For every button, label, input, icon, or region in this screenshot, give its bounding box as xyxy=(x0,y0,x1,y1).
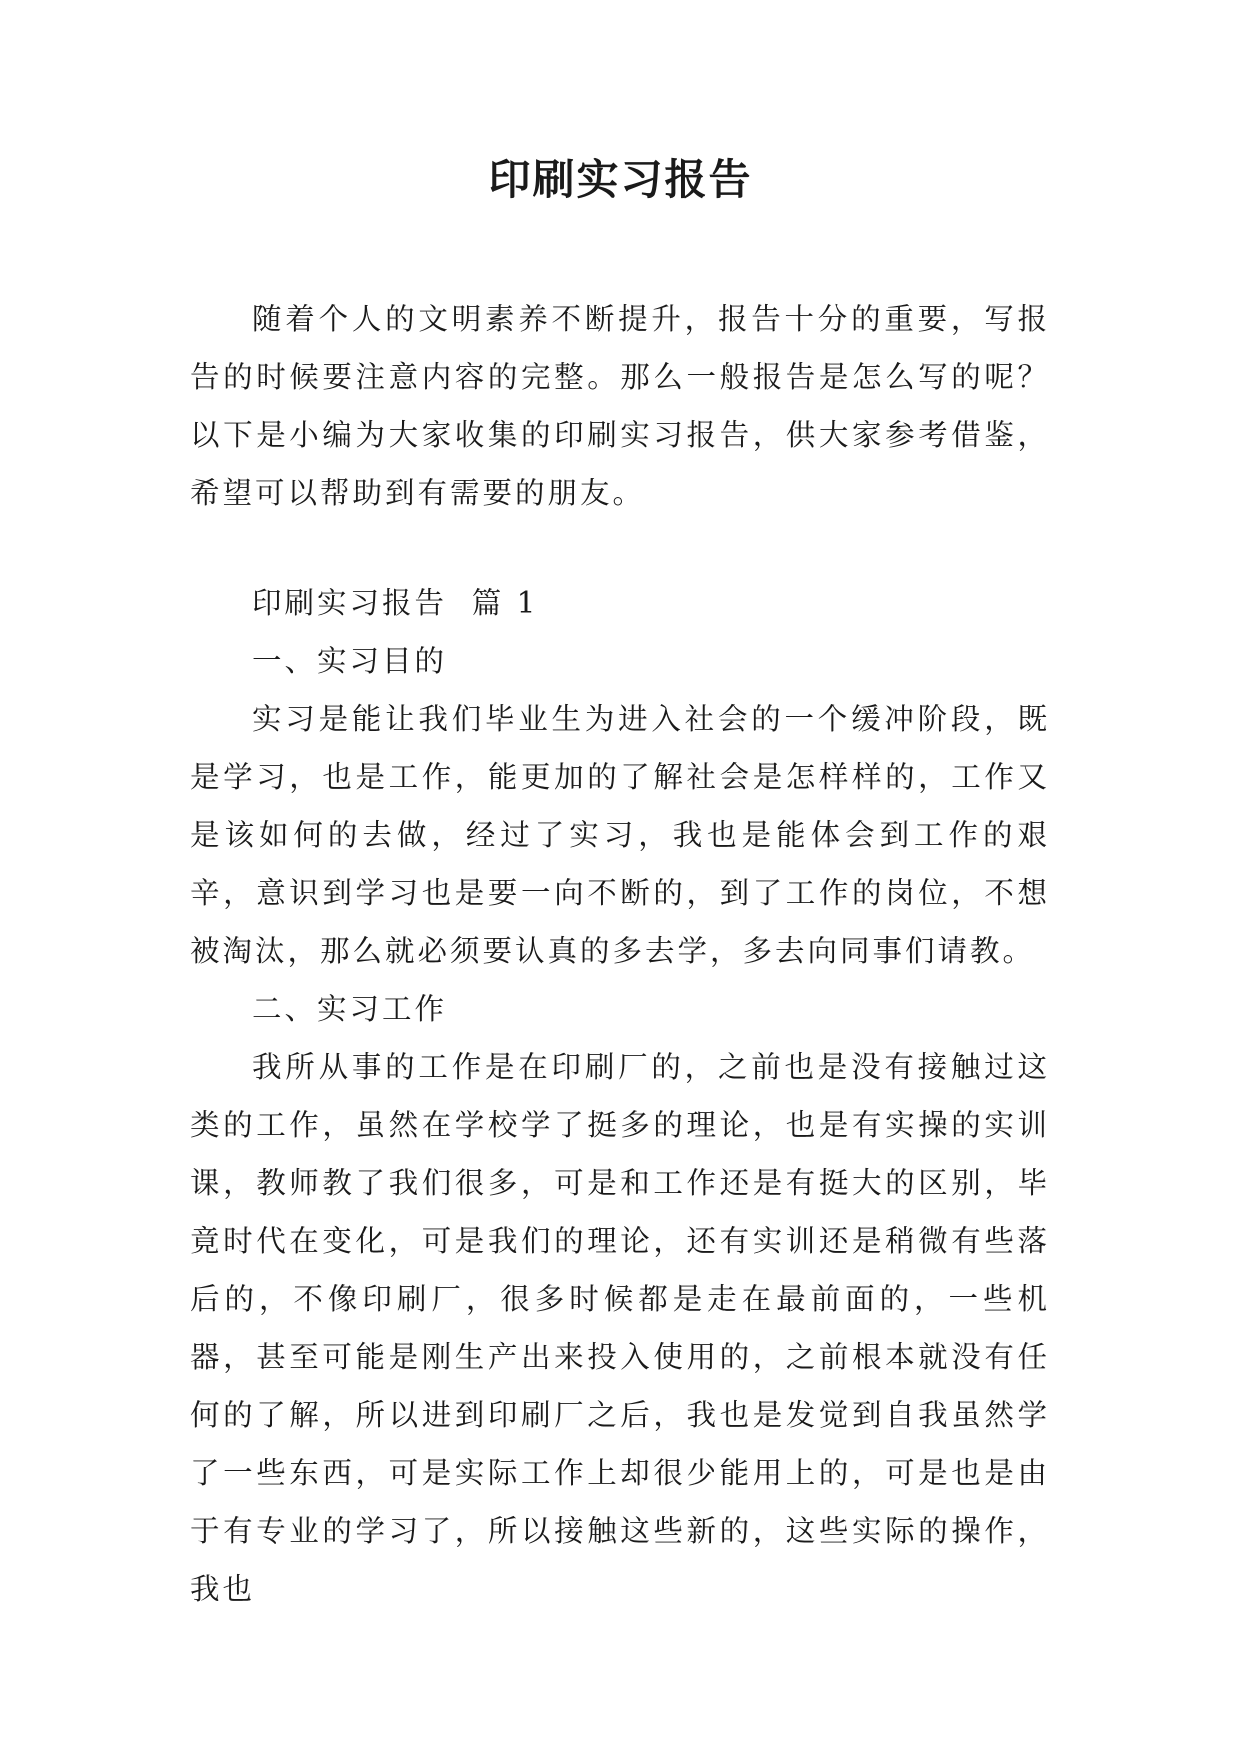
section-paragraph-work: 我所从事的工作是在印刷厂的，之前也是没有接触过这类的工作，虽然在学校学了挺多的理论，也是有实操的实训课，教师教了我们很多，可是和工作还是有挺大的区别，毕竟时代在变化，可是我们的理论，还有实训还是稍微有些落后的，不像印刷厂，很多时候都是走在最前面的，一些机器，甚至可能是刚生产出来投入使用的，之前根本就没有任何的了解，所以进到印刷厂之后，我也是发觉到自我虽然学了一些东西，可是实际工作上却很少能用上的，可是也是由于有专业的学习了，所以接触这些新的，这些实际的操作，我也 xyxy=(190,1050,1050,1606)
article-body xyxy=(190,574,1050,1618)
section-heading-work: 二、实习工作 xyxy=(252,992,448,1026)
document-title: 印刷实习报告 xyxy=(488,155,753,204)
section-heading-purpose: 一、实习目的 xyxy=(252,644,448,678)
article-heading: 印刷实习报告 篇 1 xyxy=(252,586,539,620)
section-paragraph-purpose: 实习是能让我们毕业生为进入社会的一个缓冲阶段，既是学习，也是工作，能更加的了解社会是怎样样的，工作又是该如何的去做，经过了实习，我也是能体会到工作的艰辛，意识到学习也是要一向不断的，到了工作的岗位，不想被淘汰，那么就必须要认真的多去学，多去向同事们请教。 xyxy=(190,702,1050,968)
intro-paragraph: 随着个人的文明素养不断提升，报告十分的重要，写报告的时候要注意内容的完整。那么一般报告是怎么写的呢？以下是小编为大家收集的印刷实习报告，供大家参考借鉴，希望可以帮助到有需要的朋友。 xyxy=(190,302,1050,510)
